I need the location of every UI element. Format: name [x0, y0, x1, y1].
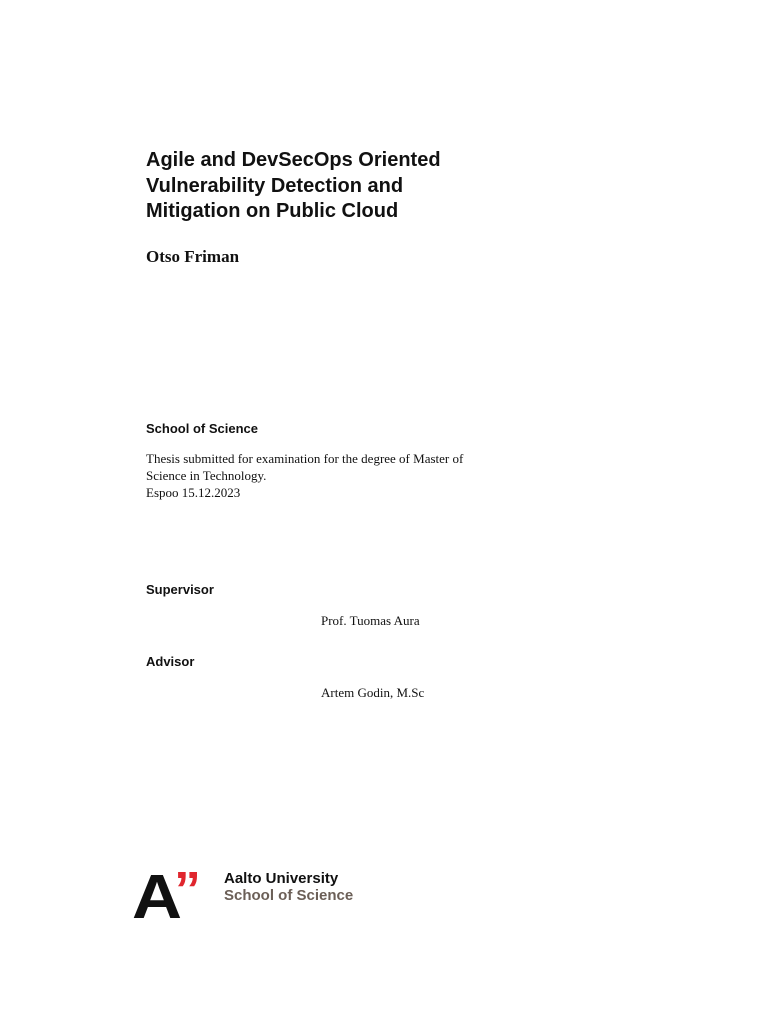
- thesis-statement-line: Science in Technology.: [146, 468, 267, 483]
- school-heading: School of Science: [146, 421, 258, 436]
- thesis-title: [146, 148, 566, 225]
- logo-school-name: School of Science: [224, 887, 354, 904]
- logo-university-name: Aalto University: [224, 870, 339, 887]
- thesis-statement: [146, 450, 463, 501]
- place-and-date: Espoo 15.12.2023: [146, 485, 241, 500]
- thesis-statement-line: Thesis submitted for examination for the degree of Master of: [146, 451, 464, 466]
- aalto-logo-icon: [132, 872, 212, 920]
- thesis-title-line: Mitigation on Public Cloud: [146, 200, 399, 222]
- logo-letter: A: [132, 872, 182, 920]
- supervisor-name: Prof. Tuomas Aura: [321, 613, 420, 628]
- advisor-name: Artem Godin, M.Sc: [321, 685, 425, 700]
- supervisor-heading: Supervisor: [146, 582, 214, 597]
- thesis-title-line: Vulnerability Detection and: [146, 174, 404, 197]
- logo-wordmark: [224, 870, 353, 904]
- advisor-heading: Advisor: [146, 654, 195, 669]
- logo-quote-mark: ”: [174, 872, 201, 920]
- author-name: Otso Friman: [146, 247, 240, 266]
- thesis-title-line: Agile and DevSecOps Oriented: [146, 149, 441, 171]
